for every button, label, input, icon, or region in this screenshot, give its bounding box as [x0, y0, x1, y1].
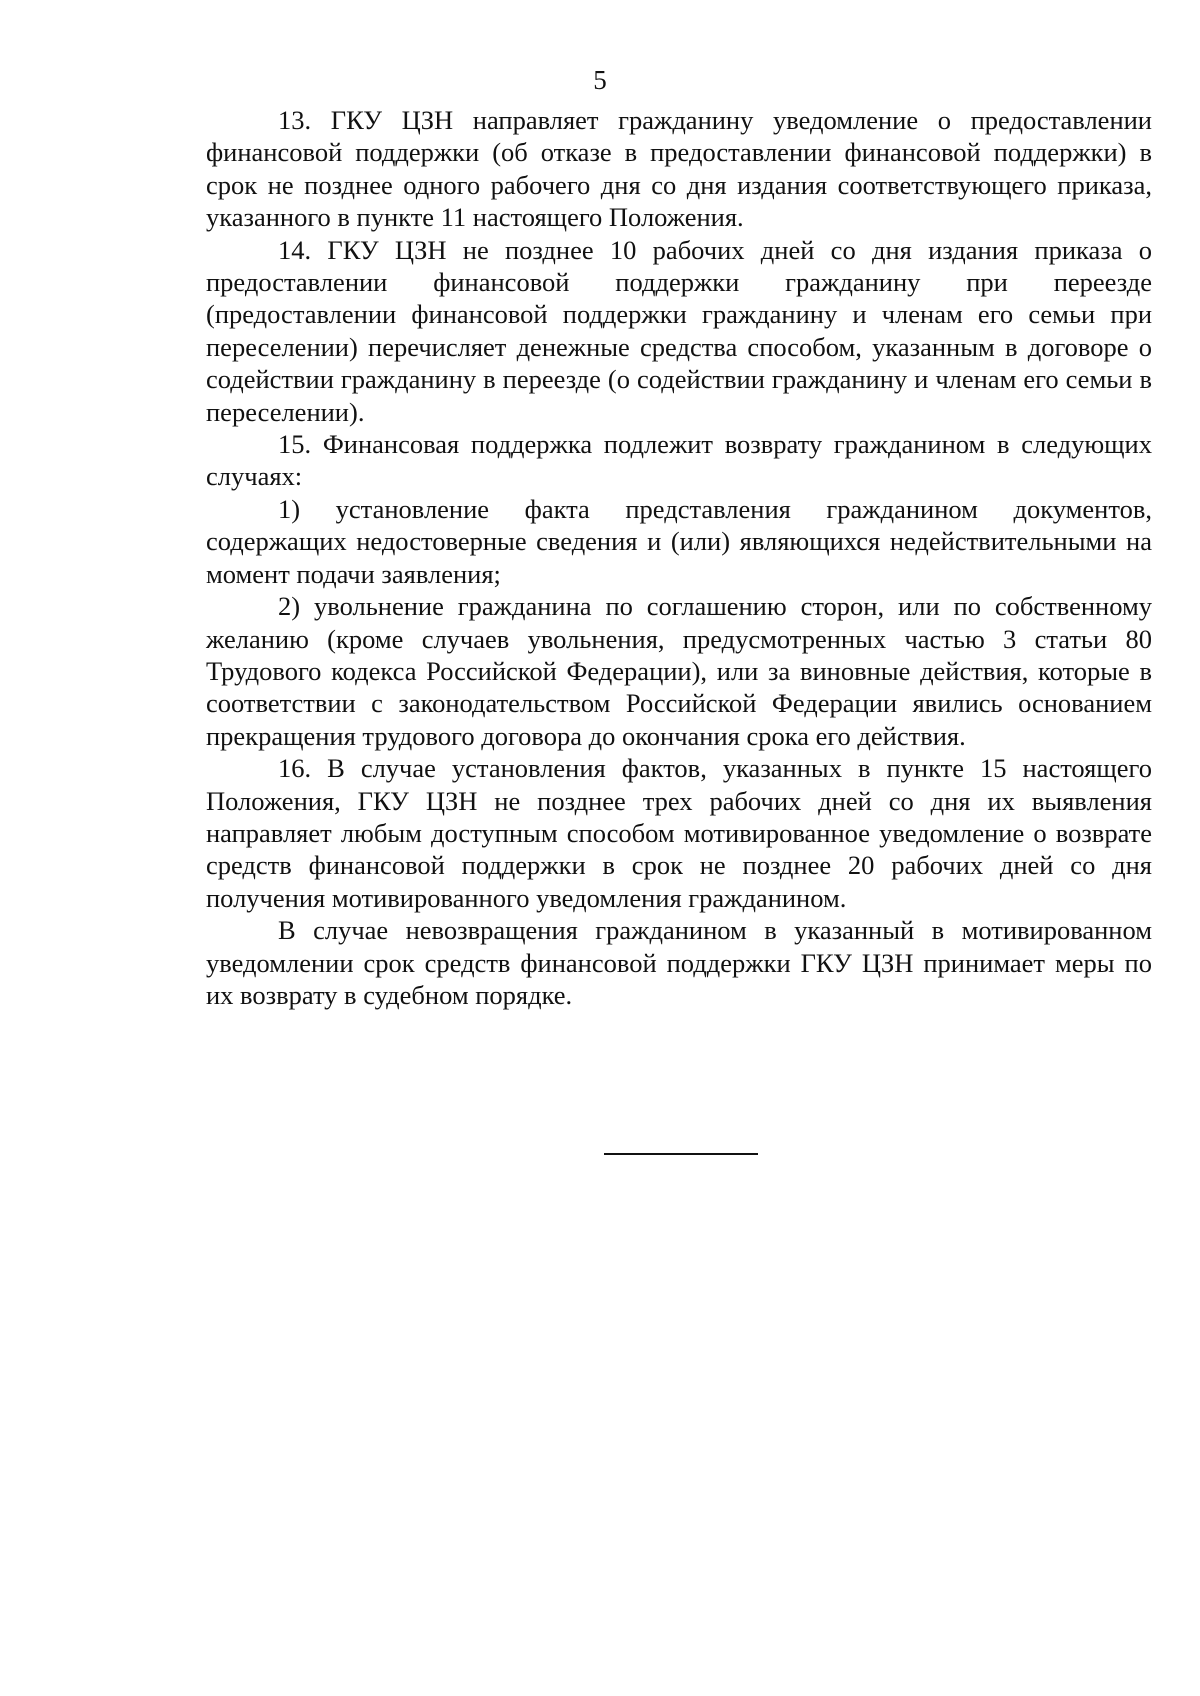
end-separator-line — [604, 1153, 758, 1155]
paragraph-16: 16. В случае установления фактов, указанных в пункте 15 настоящего Положения, ГКУ ЦЗН не позднее трех рабочих дней со дня их выявления направляет любым доступным способом мотивированное уведомление о возврате средств финансовой поддержки в срок не позднее 20 рабочих дней со дня получения мотивированного уведомления гражданином. — [206, 753, 1152, 913]
paragraph-15: 15. Финансовая поддержка подлежит возврату гражданином в следующих случаях: — [206, 429, 1152, 492]
paragraph-16-continued: В случае невозвращения гражданином в указанный в мотивированном уведомлении срок средств финансовой поддержки ГКУ ЦЗН принимает меры по их возврату в судебном порядке. — [206, 915, 1152, 1010]
paragraph-15-item-1: 1) установление факта представления гражданином документов, содержащих недостоверные сведения и (или) являющихся недействительными на момент подачи заявления; — [206, 493, 1152, 589]
paragraph-15-item-2: 2) увольнение гражданина по соглашению сторон, или по собственному желанию (кроме случаев увольнения, предусмотренных частью 3 статьи 80 Трудового кодекса Российской Федерации), или за виновные действия, которые в соответствии с законодательством Российской Федерации явились основанием прекращения трудового договора до окончания срока его действия. — [206, 591, 1152, 751]
page-number: 5 — [593, 65, 607, 95]
paragraph-13: 13. ГКУ ЦЗН направляет гражданину уведомление о предоставлении финансовой поддержки (об отказе в предоставлении финансовой поддержки) в срок не позднее одного рабочего дня со дня издания соответствующего приказа, указанного в пункте 11 настоящего Положения. — [206, 105, 1152, 233]
document-body — [206, 104, 1152, 1011]
paragraph-14: 14. ГКУ ЦЗН не позднее 10 рабочих дней со дня издания приказа о предоставлении финансовой поддержки гражданину при переезде (предоставлении финансовой поддержки гражданину и членам его семьи при переселении) перечисляет денежные средства способом, указанным в договоре о содействии гражданину в переезде (о содействии гражданину и членам его семьи в переселении). — [206, 234, 1152, 427]
